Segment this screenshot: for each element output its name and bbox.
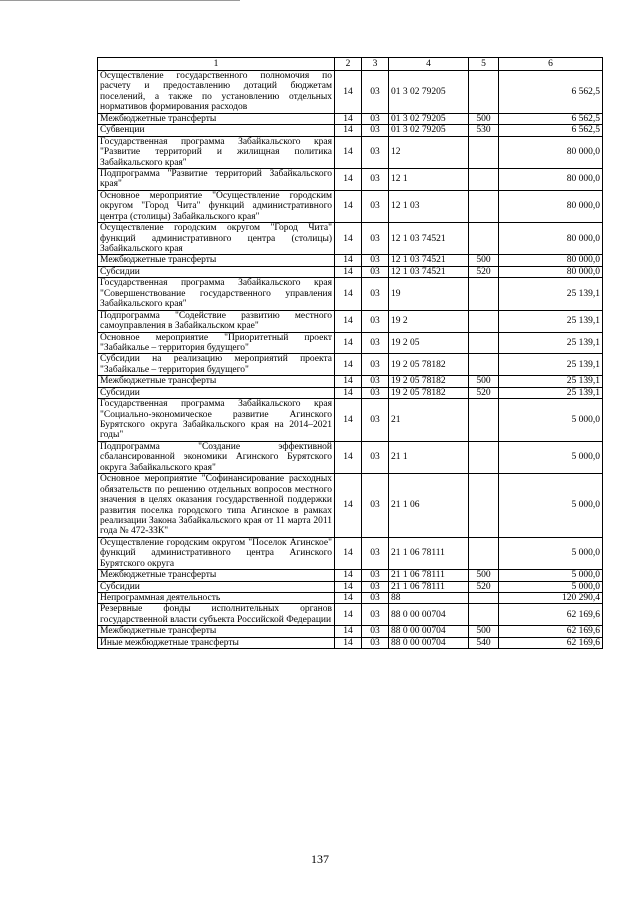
row-expense-type-cell: 500 bbox=[469, 570, 499, 581]
row-section-cell: 14 bbox=[335, 310, 362, 332]
row-sum-cell: 80 000,0 bbox=[499, 168, 603, 190]
row-expense-type-cell bbox=[469, 71, 499, 114]
row-section-cell: 14 bbox=[335, 278, 362, 310]
row-expense-type-cell bbox=[469, 593, 499, 604]
row-name-cell: Субсидии bbox=[98, 266, 335, 277]
row-expense-type-cell bbox=[469, 190, 499, 222]
row-sum-cell: 5 000,0 bbox=[499, 537, 603, 569]
row-article-cell: 19 2 05 78182 bbox=[389, 376, 469, 387]
row-subsection-cell: 03 bbox=[362, 136, 389, 168]
table-row bbox=[98, 537, 603, 569]
row-sum-cell: 5 000,0 bbox=[499, 399, 603, 442]
row-article-cell: 21 1 06 78111 bbox=[389, 581, 469, 592]
row-sum-cell: 5 000,0 bbox=[499, 570, 603, 581]
row-subsection-cell: 03 bbox=[362, 570, 389, 581]
row-name-cell: Государственная программа Забайкальского края "Развитие территорий и жилищная политика Забайкальского края" bbox=[98, 136, 335, 168]
row-name-cell: Межбюджетные трансферты bbox=[98, 113, 335, 124]
row-name-cell: Субсидии bbox=[98, 387, 335, 398]
row-section-cell: 14 bbox=[335, 474, 362, 538]
table-row bbox=[98, 626, 603, 637]
row-sum-cell: 80 000,0 bbox=[499, 266, 603, 277]
row-name-cell: Подпрограмма "Развитие территорий Забайкальского края" bbox=[98, 168, 335, 190]
row-expense-type-cell: 500 bbox=[469, 255, 499, 266]
row-expense-type-cell bbox=[469, 278, 499, 310]
table-row bbox=[98, 168, 603, 190]
row-sum-cell: 62 169,6 bbox=[499, 637, 603, 648]
row-sum-cell: 25 139,1 bbox=[499, 387, 603, 398]
header-col-1: 1 bbox=[98, 58, 335, 71]
row-sum-cell: 6 562,5 bbox=[499, 113, 603, 124]
row-subsection-cell: 03 bbox=[362, 387, 389, 398]
row-sum-cell: 25 139,1 bbox=[499, 354, 603, 376]
table-row bbox=[98, 354, 603, 376]
row-article-cell: 12 1 bbox=[389, 168, 469, 190]
row-expense-type-cell: 520 bbox=[469, 581, 499, 592]
table-row bbox=[98, 136, 603, 168]
row-sum-cell: 25 139,1 bbox=[499, 310, 603, 332]
row-article-cell: 21 bbox=[389, 399, 469, 442]
row-sum-cell: 80 000,0 bbox=[499, 223, 603, 255]
page-number: 137 bbox=[311, 852, 329, 866]
row-section-cell: 14 bbox=[335, 190, 362, 222]
row-section-cell: 14 bbox=[335, 581, 362, 592]
row-name-cell: Субсидии на реализацию мероприятий проекта "Забайкалье – территория будущего" bbox=[98, 354, 335, 376]
scan-edge-line bbox=[0, 0, 240, 1]
row-expense-type-cell bbox=[469, 332, 499, 354]
row-sum-cell: 80 000,0 bbox=[499, 136, 603, 168]
table-row bbox=[98, 332, 603, 354]
table-row bbox=[98, 310, 603, 332]
row-section-cell: 14 bbox=[335, 593, 362, 604]
row-article-cell: 12 1 03 bbox=[389, 190, 469, 222]
row-subsection-cell: 03 bbox=[362, 593, 389, 604]
row-name-cell: Непрограммная деятельность bbox=[98, 593, 335, 604]
table-row bbox=[98, 266, 603, 277]
row-section-cell: 14 bbox=[335, 266, 362, 277]
table-row bbox=[98, 255, 603, 266]
row-subsection-cell: 03 bbox=[362, 125, 389, 136]
row-article-cell: 19 2 05 78182 bbox=[389, 387, 469, 398]
row-name-cell: Основное мероприятие "Софинансирование расходных обязательств по решению отдельных вопросов местного значения в целях оказания государственной поддержки развития поселка городского типа Агинское в рамках реализации Закона Забайкальского края от 11 марта 2011 года № 472-ЗЗК" bbox=[98, 474, 335, 538]
row-name-cell: Осуществление государственного полномочия по расчету и предоставлению дотаций бюджетам поселений, а также по установлению отдельных нормативов формирования расходов bbox=[98, 71, 335, 114]
row-article-cell: 12 1 03 74521 bbox=[389, 223, 469, 255]
row-section-cell: 14 bbox=[335, 125, 362, 136]
row-name-cell: Основное мероприятие "Осуществление городским округом "Город Чита" функций административного центра (столицы) Забайкальского края" bbox=[98, 190, 335, 222]
header-col-5: 5 bbox=[469, 58, 499, 71]
row-name-cell: Иные межбюджетные трансферты bbox=[98, 637, 335, 648]
row-subsection-cell: 03 bbox=[362, 113, 389, 124]
table-row bbox=[98, 581, 603, 592]
row-subsection-cell: 03 bbox=[362, 474, 389, 538]
table-row bbox=[98, 113, 603, 124]
row-subsection-cell: 03 bbox=[362, 637, 389, 648]
row-name-cell: Осуществление городским округом "Город Чита" функций административного центра (столицы) Забайкальского края bbox=[98, 223, 335, 255]
row-article-cell: 12 bbox=[389, 136, 469, 168]
row-subsection-cell: 03 bbox=[362, 278, 389, 310]
row-name-cell: Межбюджетные трансферты bbox=[98, 570, 335, 581]
row-article-cell: 01 3 02 79205 bbox=[389, 125, 469, 136]
row-sum-cell: 6 562,5 bbox=[499, 125, 603, 136]
header-col-6: 6 bbox=[499, 58, 603, 71]
row-article-cell: 19 2 05 bbox=[389, 332, 469, 354]
row-name-cell: Подпрограмма "Создание эффективной сбалансированной экономики Агинского Бурятского округа Забайкальского края" bbox=[98, 441, 335, 473]
row-article-cell: 88 bbox=[389, 593, 469, 604]
row-section-cell: 14 bbox=[335, 223, 362, 255]
table-row bbox=[98, 604, 603, 626]
row-expense-type-cell bbox=[469, 136, 499, 168]
row-sum-cell: 6 562,5 bbox=[499, 71, 603, 114]
row-expense-type-cell bbox=[469, 604, 499, 626]
row-article-cell: 01 3 02 79205 bbox=[389, 71, 469, 114]
row-expense-type-cell bbox=[469, 537, 499, 569]
row-article-cell: 21 1 06 78111 bbox=[389, 570, 469, 581]
row-sum-cell: 25 139,1 bbox=[499, 376, 603, 387]
table-row bbox=[98, 223, 603, 255]
row-sum-cell: 25 139,1 bbox=[499, 278, 603, 310]
row-subsection-cell: 03 bbox=[362, 168, 389, 190]
row-section-cell: 14 bbox=[335, 255, 362, 266]
row-name-cell: Межбюджетные трансферты bbox=[98, 626, 335, 637]
row-expense-type-cell: 520 bbox=[469, 266, 499, 277]
row-expense-type-cell bbox=[469, 354, 499, 376]
row-expense-type-cell bbox=[469, 168, 499, 190]
row-article-cell: 88 0 00 00704 bbox=[389, 626, 469, 637]
budget-table bbox=[97, 57, 603, 649]
row-name-cell: Государственная программа Забайкальского края "Социально-экономическое развитие Агинского Бурятского округа Забайкальского края на 2014–2021 годы" bbox=[98, 399, 335, 442]
table-row bbox=[98, 190, 603, 222]
row-name-cell: Межбюджетные трансферты bbox=[98, 376, 335, 387]
row-subsection-cell: 03 bbox=[362, 604, 389, 626]
row-name-cell: Основное мероприятие "Приоритетный проект "Забайкалье – территория будущего" bbox=[98, 332, 335, 354]
row-expense-type-cell bbox=[469, 474, 499, 538]
row-sum-cell: 5 000,0 bbox=[499, 441, 603, 473]
row-section-cell: 14 bbox=[335, 604, 362, 626]
row-section-cell: 14 bbox=[335, 71, 362, 114]
row-article-cell: 21 1 06 78111 bbox=[389, 537, 469, 569]
table-row bbox=[98, 376, 603, 387]
table-row bbox=[98, 593, 603, 604]
row-section-cell: 14 bbox=[335, 113, 362, 124]
row-subsection-cell: 03 bbox=[362, 537, 389, 569]
row-expense-type-cell: 520 bbox=[469, 387, 499, 398]
header-col-4: 4 bbox=[389, 58, 469, 71]
row-name-cell: Подпрограмма "Содействие развитию местного самоуправления в Забайкальском крае" bbox=[98, 310, 335, 332]
row-expense-type-cell bbox=[469, 441, 499, 473]
row-sum-cell: 120 290,4 bbox=[499, 593, 603, 604]
row-subsection-cell: 03 bbox=[362, 266, 389, 277]
row-name-cell: Межбюджетные трансферты bbox=[98, 255, 335, 266]
table-row bbox=[98, 399, 603, 442]
row-subsection-cell: 03 bbox=[362, 190, 389, 222]
row-article-cell: 19 bbox=[389, 278, 469, 310]
row-article-cell: 88 0 00 00704 bbox=[389, 637, 469, 648]
row-subsection-cell: 03 bbox=[362, 332, 389, 354]
row-subsection-cell: 03 bbox=[362, 310, 389, 332]
table-row bbox=[98, 441, 603, 473]
row-subsection-cell: 03 bbox=[362, 626, 389, 637]
row-subsection-cell: 03 bbox=[362, 441, 389, 473]
row-name-cell: Субвенции bbox=[98, 125, 335, 136]
header-col-2: 2 bbox=[335, 58, 362, 71]
row-article-cell: 19 2 05 78182 bbox=[389, 354, 469, 376]
row-article-cell: 01 3 02 79205 bbox=[389, 113, 469, 124]
row-name-cell: Субсидии bbox=[98, 581, 335, 592]
row-expense-type-cell bbox=[469, 310, 499, 332]
table-body bbox=[98, 71, 603, 649]
row-sum-cell: 25 139,1 bbox=[499, 332, 603, 354]
row-sum-cell: 80 000,0 bbox=[499, 190, 603, 222]
row-sum-cell: 5 000,0 bbox=[499, 474, 603, 538]
row-subsection-cell: 03 bbox=[362, 354, 389, 376]
row-expense-type-cell: 530 bbox=[469, 125, 499, 136]
table-row bbox=[98, 125, 603, 136]
row-section-cell: 14 bbox=[335, 537, 362, 569]
row-sum-cell: 62 169,6 bbox=[499, 626, 603, 637]
row-section-cell: 14 bbox=[335, 441, 362, 473]
row-name-cell: Государственная программа Забайкальского края "Совершенствование государственного управления Забайкальского края" bbox=[98, 278, 335, 310]
row-sum-cell: 62 169,6 bbox=[499, 604, 603, 626]
row-section-cell: 14 bbox=[335, 376, 362, 387]
row-sum-cell: 5 000,0 bbox=[499, 581, 603, 592]
table-row bbox=[98, 71, 603, 114]
table-row bbox=[98, 570, 603, 581]
header-row bbox=[98, 58, 603, 71]
row-name-cell: Резервные фонды исполнительных органов государственной власти субъекта Российской Федерации bbox=[98, 604, 335, 626]
row-expense-type-cell: 500 bbox=[469, 376, 499, 387]
row-subsection-cell: 03 bbox=[362, 255, 389, 266]
row-subsection-cell: 03 bbox=[362, 223, 389, 255]
row-section-cell: 14 bbox=[335, 637, 362, 648]
row-article-cell: 21 1 06 bbox=[389, 474, 469, 538]
row-section-cell: 14 bbox=[335, 332, 362, 354]
row-article-cell: 12 1 03 74521 bbox=[389, 255, 469, 266]
row-expense-type-cell bbox=[469, 223, 499, 255]
row-expense-type-cell bbox=[469, 399, 499, 442]
row-section-cell: 14 bbox=[335, 136, 362, 168]
row-article-cell: 19 2 bbox=[389, 310, 469, 332]
row-subsection-cell: 03 bbox=[362, 399, 389, 442]
row-subsection-cell: 03 bbox=[362, 581, 389, 592]
row-section-cell: 14 bbox=[335, 570, 362, 581]
table-row bbox=[98, 474, 603, 538]
row-expense-type-cell: 500 bbox=[469, 626, 499, 637]
row-expense-type-cell: 540 bbox=[469, 637, 499, 648]
row-section-cell: 14 bbox=[335, 399, 362, 442]
row-subsection-cell: 03 bbox=[362, 376, 389, 387]
table-row bbox=[98, 278, 603, 310]
row-section-cell: 14 bbox=[335, 387, 362, 398]
header-col-3: 3 bbox=[362, 58, 389, 71]
table-row bbox=[98, 387, 603, 398]
row-section-cell: 14 bbox=[335, 626, 362, 637]
row-sum-cell: 80 000,0 bbox=[499, 255, 603, 266]
row-expense-type-cell: 500 bbox=[469, 113, 499, 124]
row-section-cell: 14 bbox=[335, 168, 362, 190]
row-subsection-cell: 03 bbox=[362, 71, 389, 114]
table-row bbox=[98, 637, 603, 648]
row-name-cell: Осуществление городским округом "Поселок Агинское" функций административного центра Агинского Бурятского округа bbox=[98, 537, 335, 569]
row-section-cell: 14 bbox=[335, 354, 362, 376]
row-article-cell: 88 0 00 00704 bbox=[389, 604, 469, 626]
row-article-cell: 21 1 bbox=[389, 441, 469, 473]
row-article-cell: 12 1 03 74521 bbox=[389, 266, 469, 277]
